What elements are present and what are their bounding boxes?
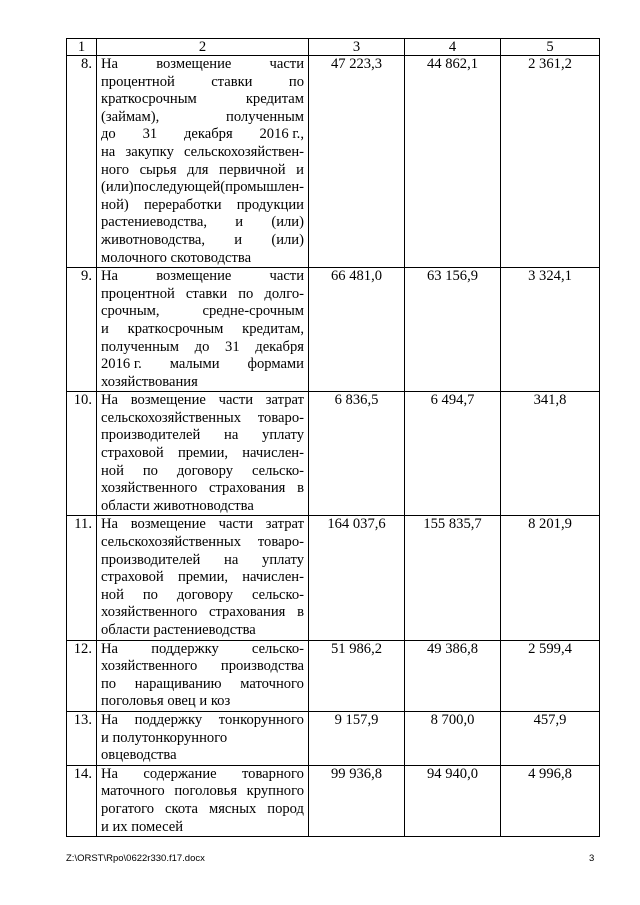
description-word: ной): [101, 196, 129, 213]
description-line: [101, 286, 304, 304]
description-word: поголовья: [174, 783, 238, 800]
footer-page-number: 3: [589, 853, 595, 864]
description-line: [101, 552, 304, 570]
description-word: сельскохозяйственных: [101, 409, 242, 426]
description-word: и: [234, 231, 243, 248]
amount-cell-v5: 341,8: [501, 392, 600, 516]
description-word: и: [235, 214, 244, 231]
row-number: 14.: [67, 765, 97, 836]
description-word: части: [269, 56, 304, 72]
description-word: кредитам,: [242, 320, 304, 337]
description-word: ного: [101, 161, 130, 178]
description-word: полученным: [101, 338, 179, 355]
description-line: [101, 693, 304, 711]
description-word: уплату: [262, 551, 304, 568]
description-word: возмещение: [156, 268, 232, 285]
description-word: овцеводства: [101, 747, 177, 764]
description-word: переработки: [143, 196, 222, 213]
description-word: до: [194, 338, 210, 355]
table-row: [67, 516, 600, 640]
description-word: формами: [247, 356, 304, 373]
description-word: (или): [271, 231, 304, 248]
description-line: [101, 819, 304, 837]
description-line: [101, 356, 304, 374]
description-line: [101, 214, 304, 232]
description-word: производства: [220, 658, 304, 675]
description-word: средне-срочным: [202, 303, 304, 320]
amount-cell-v3: 99 936,8: [309, 765, 405, 836]
description-word: на: [224, 551, 239, 568]
description-word: товарного: [242, 765, 304, 782]
description-word: животноводства,: [101, 231, 206, 248]
description-line: [101, 232, 304, 250]
description-word: страхования: [209, 480, 286, 497]
description-word: сельско-: [251, 462, 304, 479]
amount-cell-v5: 8 201,9: [501, 516, 600, 640]
description-word: 2016 г.,: [259, 126, 304, 143]
amount-cell-v4: 155 835,7: [405, 516, 501, 640]
description-word: области растениеводства: [101, 622, 256, 638]
description-word: ной: [101, 462, 124, 479]
description-line: [101, 445, 304, 463]
description-line: [101, 676, 304, 694]
description-word: ставки: [185, 285, 228, 302]
description-word: товаро-: [257, 534, 304, 551]
description-word: на: [224, 427, 239, 444]
description-word: затрат: [265, 516, 304, 533]
description-word: закупку: [125, 143, 174, 160]
description-word: (промышлен-: [220, 179, 304, 196]
description-word: сельско-: [251, 586, 304, 603]
amount-cell-v4: 94 940,0: [405, 765, 501, 836]
description-word: краткосрочным: [101, 91, 197, 108]
description-word: договору: [176, 586, 234, 603]
description-word: На: [101, 711, 119, 728]
description-word: части: [218, 516, 254, 533]
amount-cell-v3: 66 481,0: [309, 268, 405, 392]
budget-table: [66, 38, 600, 837]
description-word: затрат: [265, 392, 304, 409]
description-word: и их помесей: [101, 818, 184, 835]
description-line: [101, 463, 304, 481]
description-line: [101, 480, 304, 498]
description-word: по: [288, 73, 304, 90]
description-word: страховой: [101, 569, 164, 586]
amount-cell-v4: 49 386,8: [405, 640, 501, 711]
description-word: На: [101, 392, 119, 409]
description-line: [101, 109, 304, 127]
row-number: 8.: [67, 56, 97, 268]
description-word: по: [101, 675, 117, 692]
description-word: сельскохозяйствен-: [184, 143, 304, 160]
description-word: и: [296, 161, 304, 178]
description-line: [101, 622, 304, 640]
description-word: уплату: [262, 427, 304, 444]
amount-cell-v5: 2 361,2: [501, 56, 600, 268]
description-word: мясных: [208, 800, 257, 817]
description-word: полученным: [226, 108, 304, 125]
description-line: [101, 91, 304, 109]
description-word: по: [238, 285, 254, 302]
description-word: и полутонкорунного: [101, 729, 228, 746]
description-word: содержание: [143, 765, 217, 782]
description-word: (займам),: [101, 108, 160, 125]
description-word: по: [142, 462, 158, 479]
description-word: на: [101, 143, 116, 160]
header-cell: 4: [405, 39, 501, 56]
amount-cell-v4: 6 494,7: [405, 392, 501, 516]
description-line: [101, 144, 304, 162]
description-word: сельскохозяйственных: [101, 534, 242, 551]
description-word: договору: [176, 462, 234, 479]
description-line: [101, 392, 304, 410]
description-word: маточного: [240, 675, 304, 692]
description-word: процентной: [101, 285, 175, 302]
table-row: [67, 392, 600, 516]
description-word: последующей: [133, 179, 221, 196]
description-line: [101, 604, 304, 622]
table-row: [67, 711, 600, 765]
description-word: страхования: [209, 604, 286, 621]
description-word: декабря: [255, 338, 304, 355]
description-line: [101, 74, 304, 92]
description-word: долго-: [264, 285, 304, 302]
description-word: сельско-: [251, 640, 304, 657]
description-word: части: [269, 268, 304, 285]
amount-cell-v3: 6 836,5: [309, 392, 405, 516]
description-word: до: [101, 126, 116, 143]
amount-cell-v3: 51 986,2: [309, 640, 405, 711]
description-line: [101, 374, 304, 392]
description-word: ной: [101, 586, 124, 603]
description-word: начислен-: [242, 445, 304, 462]
description-line: [101, 534, 304, 552]
description-line: [101, 197, 304, 215]
description-word: малыми: [169, 356, 220, 373]
description-line: [101, 747, 304, 765]
description-line: [101, 569, 304, 587]
description-word: хозяйственного: [101, 604, 198, 621]
description-word: 31: [225, 338, 240, 355]
description-line: [101, 516, 304, 534]
description-line: [101, 783, 304, 801]
row-number: 9.: [67, 268, 97, 392]
row-description: [97, 765, 309, 836]
description-line: [101, 179, 304, 197]
amount-cell-v5: 3 324,1: [501, 268, 600, 392]
description-word: На: [101, 516, 119, 533]
description-word: (или): [271, 214, 304, 231]
amount-cell-v3: 47 223,3: [309, 56, 405, 268]
description-word: На: [101, 765, 119, 782]
description-word: пород: [267, 800, 304, 817]
description-word: начислен-: [242, 569, 304, 586]
amount-cell-v3: 164 037,6: [309, 516, 405, 640]
description-word: рогатого: [101, 800, 155, 817]
amount-cell-v3: 9 157,9: [309, 711, 405, 765]
description-line: [101, 498, 304, 516]
description-word: процентной: [101, 73, 175, 90]
description-word: возмещение: [156, 56, 232, 72]
description-word: наращиванию: [134, 675, 222, 692]
row-number: 11.: [67, 516, 97, 640]
description-word: На: [101, 640, 119, 657]
row-number: 12.: [67, 640, 97, 711]
description-word: товаро-: [257, 409, 304, 426]
header-row: [67, 39, 600, 56]
description-word: краткосрочным: [127, 320, 224, 337]
table-row: [67, 268, 600, 392]
description-word: ставки: [211, 73, 253, 90]
table-row: [67, 56, 600, 268]
description-word: производителей: [101, 427, 201, 444]
description-line: [101, 126, 304, 144]
description-word: возмещение: [130, 392, 206, 409]
description-line: [101, 730, 304, 748]
description-word: хозяйственного: [101, 658, 198, 675]
amount-cell-v4: 8 700,0: [405, 711, 501, 765]
description-word: На: [101, 56, 119, 72]
description-word: На: [101, 268, 119, 285]
description-word: 31: [142, 126, 158, 143]
row-number: 10.: [67, 392, 97, 516]
amount-cell-v5: 2 599,4: [501, 640, 600, 711]
description-word: в: [297, 604, 304, 621]
description-line: [101, 587, 304, 605]
description-word: срочным,: [101, 303, 160, 320]
header-cell: 3: [309, 39, 405, 56]
row-description: [97, 640, 309, 711]
description-word: по: [142, 586, 158, 603]
row-description: [97, 56, 309, 268]
row-description: [97, 711, 309, 765]
header-cell: 1: [67, 39, 97, 56]
description-word: (или): [101, 179, 134, 196]
description-word: премии,: [177, 445, 229, 462]
description-word: кредитам: [245, 91, 304, 108]
description-word: хозяйственного: [101, 480, 198, 497]
header-cell: 2: [97, 39, 309, 56]
description-word: страховой: [101, 445, 164, 462]
description-line: [101, 641, 304, 659]
footer-file-path: Z:\ORST\Rpo\0622r330.f17.docx: [66, 853, 205, 864]
description-word: области животноводства: [101, 497, 254, 514]
row-description: [97, 268, 309, 392]
description-line: [101, 268, 304, 286]
amount-cell-v4: 63 156,9: [405, 268, 501, 392]
table-row: [67, 640, 600, 711]
description-line: [101, 766, 304, 784]
amount-cell-v5: 457,9: [501, 711, 600, 765]
description-word: в: [297, 480, 304, 497]
description-word: декабря: [183, 126, 233, 143]
description-line: [101, 321, 304, 339]
description-line: [101, 162, 304, 180]
description-word: молочного скотоводства: [101, 249, 252, 266]
description-line: [101, 410, 304, 428]
description-word: поддержку: [134, 711, 203, 728]
description-line: [101, 303, 304, 321]
description-word: крупного: [246, 783, 304, 800]
description-line: [101, 801, 304, 819]
row-number: 13.: [67, 711, 97, 765]
description-word: поддержку: [151, 640, 219, 657]
description-word: хозяйствования: [101, 373, 198, 390]
description-word: маточного: [101, 783, 165, 800]
amount-cell-v5: 4 996,8: [501, 765, 600, 836]
header-cell: 5: [501, 39, 600, 56]
description-word: продукции: [236, 196, 304, 213]
description-line: [101, 658, 304, 676]
description-line: [101, 427, 304, 445]
description-line: [101, 56, 304, 74]
description-word: премии,: [177, 569, 229, 586]
description-word: 2016 г.: [101, 356, 142, 373]
description-word: части: [218, 392, 254, 409]
description-word: первичной: [219, 161, 286, 178]
description-line: [101, 339, 304, 357]
amount-cell-v4: 44 862,1: [405, 56, 501, 268]
description-word: производителей: [101, 551, 201, 568]
description-word: скота: [165, 800, 199, 817]
description-word: тонкорунного: [218, 711, 304, 728]
description-line: [101, 250, 304, 268]
row-description: [97, 392, 309, 516]
description-line: [101, 712, 304, 730]
description-word: для: [187, 161, 209, 178]
description-word: возмещение: [130, 516, 206, 533]
description-word: сырья: [139, 161, 177, 178]
description-word: и: [101, 320, 109, 337]
description-word: поголовья овец и коз: [101, 693, 231, 710]
description-word: растениеводства,: [101, 214, 207, 231]
table-row: [67, 765, 600, 836]
row-description: [97, 516, 309, 640]
